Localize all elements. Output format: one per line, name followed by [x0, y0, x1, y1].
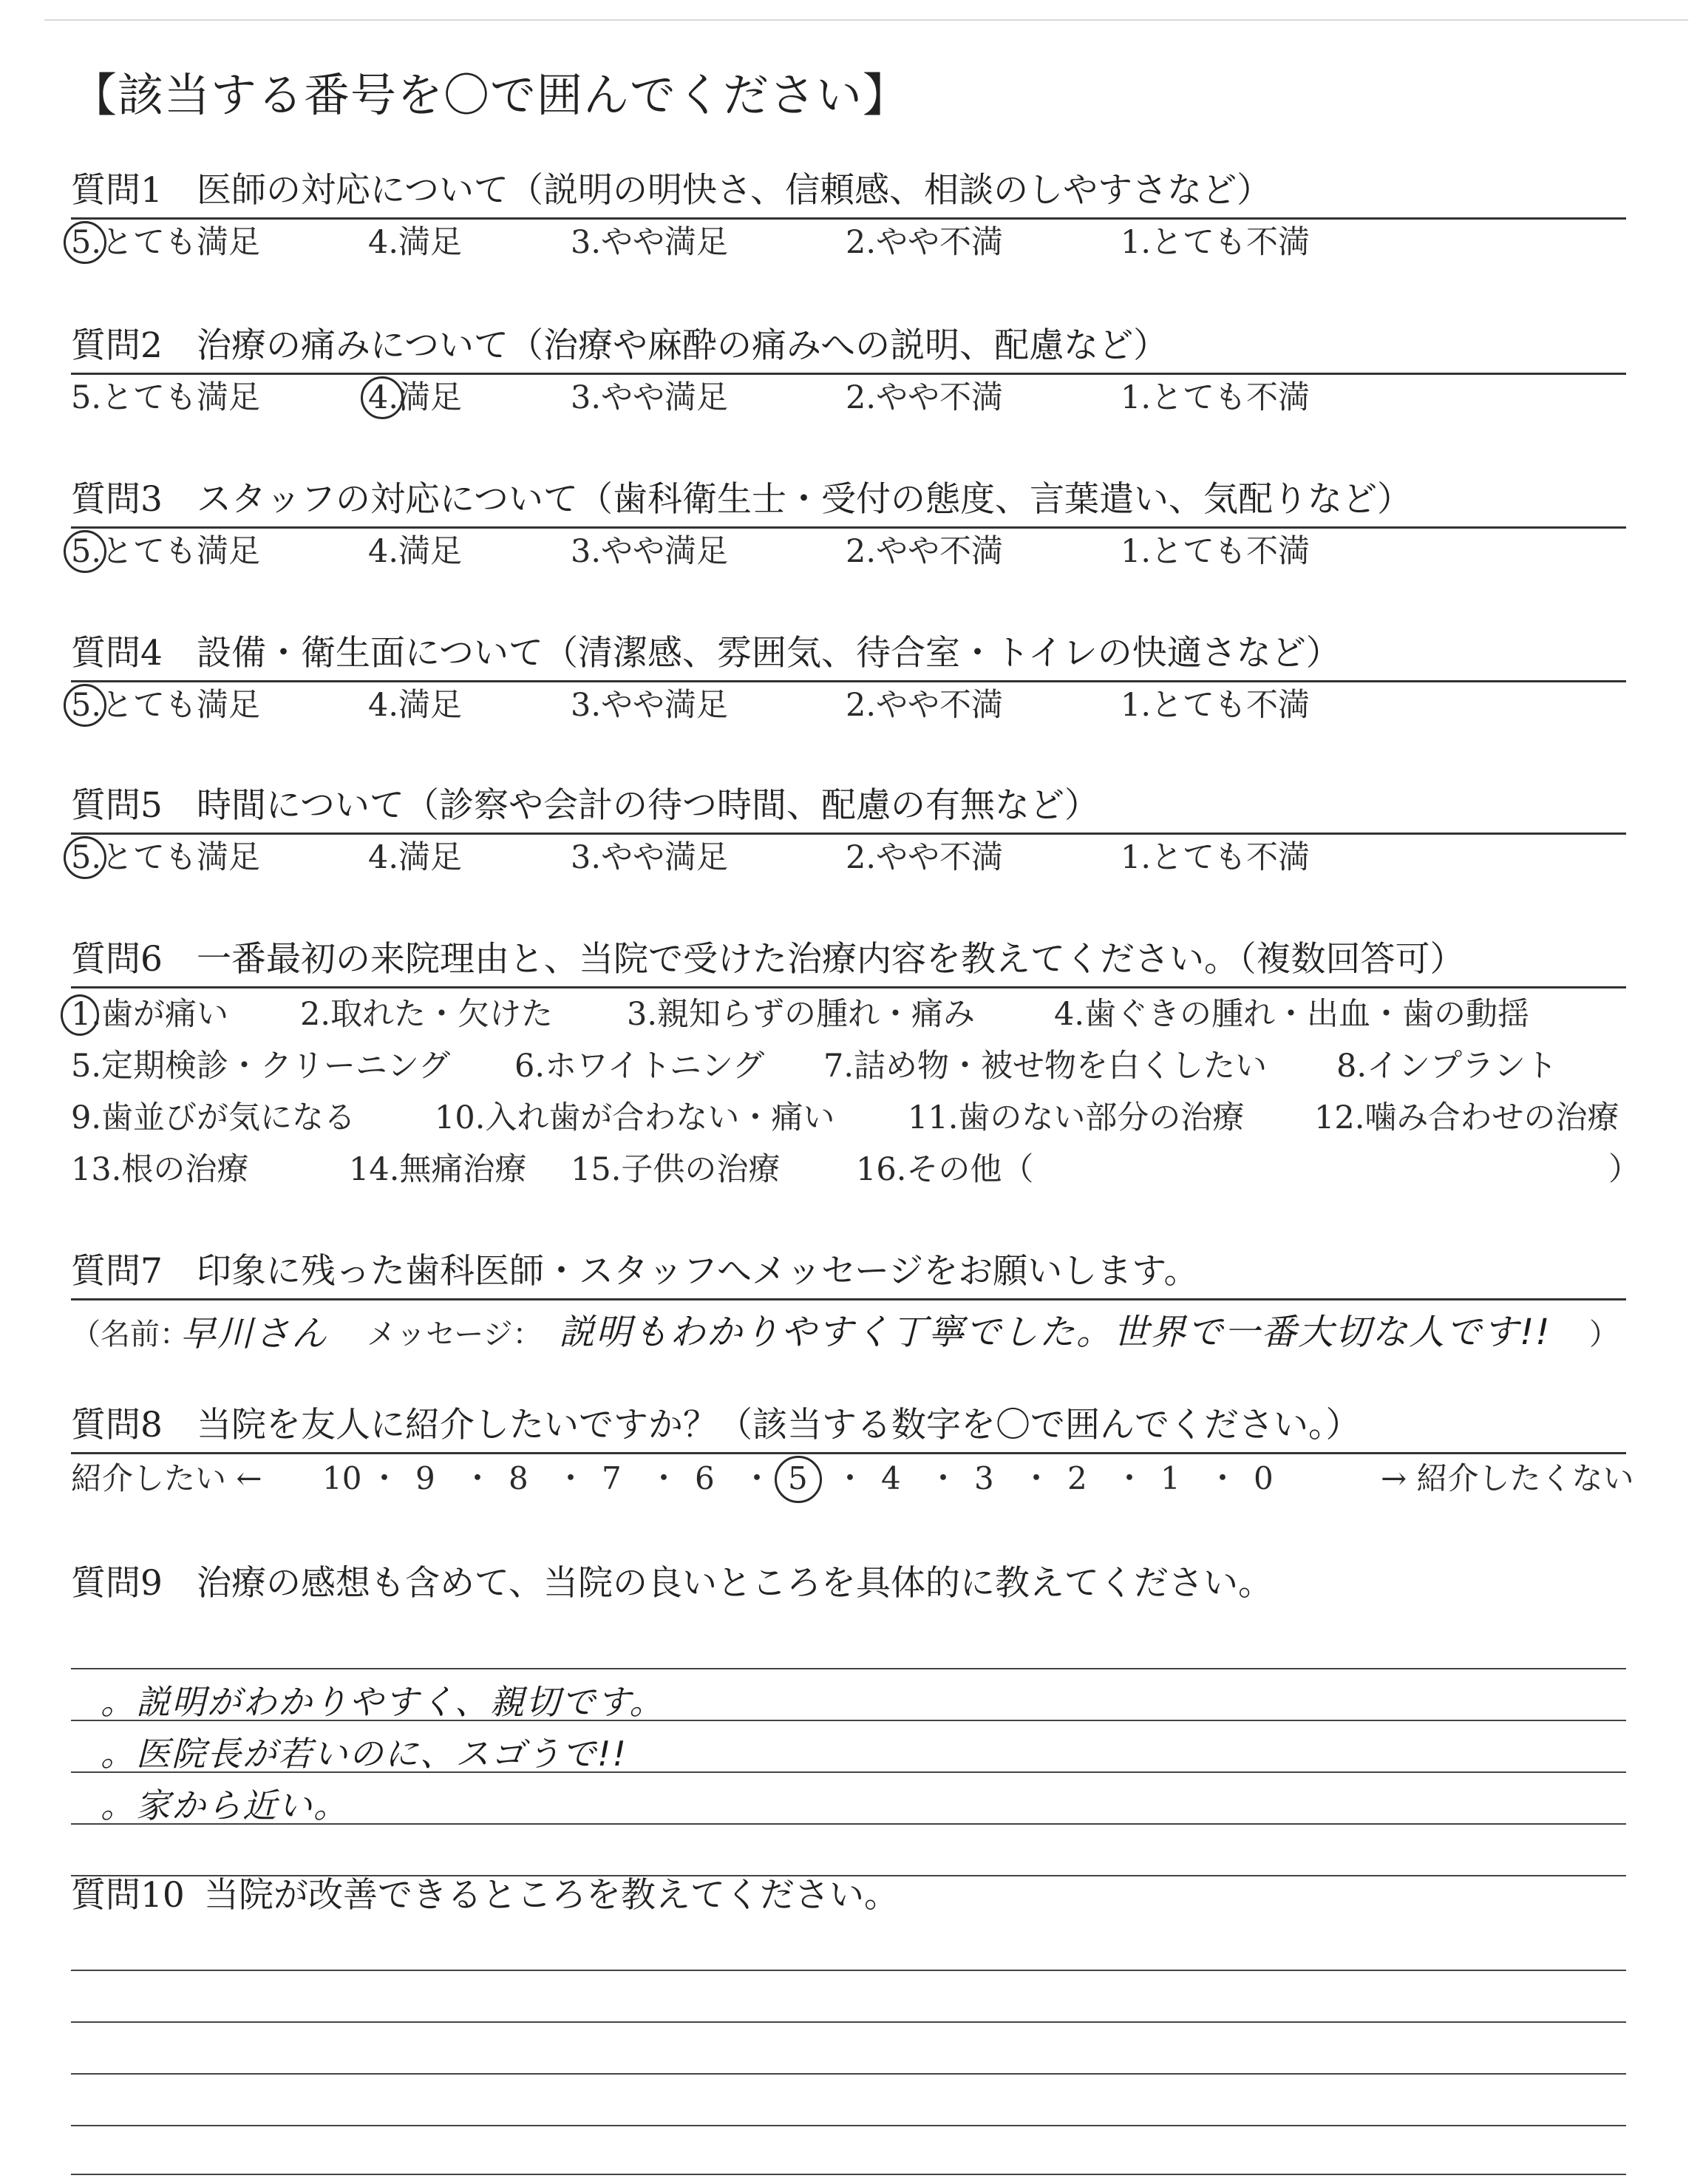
- ruled-line: [71, 1970, 1626, 1971]
- option-number: 4.: [368, 533, 399, 570]
- option-label: とても満足: [101, 687, 261, 724]
- question-text: 当院を友人に紹介したいですか？（該当する数字を〇で囲んでください。）: [197, 1405, 1361, 1445]
- option-number: 16.: [856, 1151, 907, 1188]
- selected-circle-mark: [61, 994, 99, 1036]
- question-number: 質問5: [71, 785, 163, 826]
- rating-option[interactable]: [846, 529, 1003, 574]
- option-label: 満足: [398, 687, 463, 724]
- question-heading: [71, 169, 1626, 213]
- question-text: スタッフの対応について（歯科衛生士・受付の態度、言葉遣い、気配りなど）: [197, 479, 1413, 520]
- option-number: 3.: [571, 533, 602, 570]
- question-heading: [71, 1403, 1626, 1448]
- rating-option[interactable]: [368, 682, 462, 728]
- question-8: [71, 1403, 1634, 1503]
- handwritten-answer[interactable]: 。説明がわかりやすく、親切です。: [101, 1682, 665, 1722]
- option-number: 4.: [368, 839, 399, 876]
- option-number: 1.: [1121, 839, 1152, 876]
- scale-value[interactable]: 0: [1254, 1460, 1274, 1496]
- scale-separator: ・: [1114, 1460, 1146, 1496]
- question-text: 時間について（診察や会計の待つ時間、配慮の有無など）: [197, 785, 1100, 826]
- option-label: やや満足: [601, 224, 729, 261]
- option-label: 歯ぐきの腫れ・出血・歯の動揺: [1084, 996, 1530, 1033]
- question-number: 質問2: [71, 325, 163, 366]
- question-2: [71, 324, 1626, 421]
- question-heading: [71, 1249, 1626, 1294]
- rating-option[interactable]: [846, 682, 1003, 728]
- option-number: 2.: [846, 533, 877, 570]
- handwritten-answer[interactable]: 。家から近い。: [101, 1785, 349, 1825]
- option-number: 2.: [846, 839, 877, 876]
- option-label: 満足: [398, 839, 463, 876]
- option-number: 11.: [908, 1099, 959, 1136]
- rating-option[interactable]: [571, 529, 728, 574]
- question-number: 質問8: [71, 1405, 163, 1445]
- rating-option[interactable]: [1121, 375, 1310, 421]
- rating-options: [71, 835, 1626, 881]
- scale-value[interactable]: 7: [602, 1460, 622, 1496]
- option-label: とても不満: [1151, 224, 1311, 261]
- rating-option[interactable]: [71, 220, 260, 265]
- option-number: 3.: [571, 687, 602, 724]
- scale-separator: ・: [462, 1460, 494, 1496]
- question-number: 質問1: [71, 170, 163, 211]
- option-number: 2.: [300, 996, 331, 1033]
- option-number: 12.: [1314, 1099, 1365, 1136]
- option-label: とても不満: [1151, 839, 1311, 876]
- question-text: 一番最初の来院理由と、当院で受けた治療内容を教えてください。（複数回答可）: [197, 939, 1465, 980]
- option-label: やや不満: [876, 687, 1004, 724]
- option-number: 1.: [1121, 687, 1152, 724]
- reason-option[interactable]: [823, 1040, 1267, 1092]
- option-number: 5.: [71, 220, 101, 265]
- scale-value[interactable]: 8: [509, 1460, 528, 1496]
- option-number: 1.: [1121, 224, 1152, 261]
- option-label: とても満足: [101, 224, 261, 261]
- rating-option[interactable]: [368, 835, 462, 881]
- option-number: 1.: [71, 988, 101, 1040]
- question-text: 当院が改善できるところを教えてください。: [204, 1875, 899, 1916]
- question-number: 質問6: [71, 939, 163, 980]
- option-number: 4.: [368, 375, 398, 421]
- reason-option[interactable]: [1336, 1040, 1557, 1092]
- question-number: 質問10: [71, 1875, 185, 1916]
- selected-circle-mark: [64, 530, 106, 573]
- ruled-line: [71, 2021, 1626, 2023]
- option-number: 2.: [846, 379, 877, 416]
- scale-separator: ・: [555, 1460, 587, 1496]
- selected-circle-mark: [64, 836, 106, 879]
- option-label: 噛み合わせの治療: [1364, 1099, 1619, 1136]
- option-label: その他（: [906, 1151, 1034, 1188]
- question-text: 医師の対応について（説明の明快さ、信頼感、相談のしやすさなど）: [197, 170, 1272, 211]
- ruled-line: [71, 2073, 1626, 2075]
- option-number: 13.: [71, 1151, 122, 1188]
- question-text: 治療の痛みについて（治療や麻酔の痛みへの説明、配慮など）: [197, 325, 1169, 366]
- ruled-line: [71, 2125, 1626, 2126]
- scale-value[interactable]: 10: [322, 1460, 362, 1496]
- message-row: [71, 1300, 1626, 1360]
- rating-option[interactable]: [1121, 220, 1310, 265]
- question-number: 質問9: [71, 1563, 163, 1604]
- rating-option[interactable]: [71, 835, 260, 881]
- reason-option[interactable]: [71, 988, 228, 1040]
- scale-value[interactable]: 2: [1067, 1460, 1087, 1496]
- question-10: [71, 1873, 1626, 2184]
- option-number: 1.: [1121, 379, 1152, 416]
- question-number: 質問7: [71, 1251, 163, 1292]
- rating-option[interactable]: [71, 375, 260, 421]
- option-label: とても不満: [1151, 533, 1311, 570]
- scale-value[interactable]: 1: [1160, 1460, 1180, 1496]
- selected-circle-mark: [64, 221, 106, 264]
- scale-value[interactable]: 4: [881, 1460, 901, 1496]
- message-label: メッセージ：: [367, 1317, 543, 1352]
- option-label: とても不満: [1151, 687, 1311, 724]
- reason-option[interactable]: [71, 1092, 356, 1144]
- option-number: 2.: [846, 687, 877, 724]
- page-top-border: [44, 19, 1688, 21]
- reason-option[interactable]: [71, 1144, 248, 1196]
- reason-option[interactable]: [1054, 988, 1529, 1040]
- option-label: 入れ歯が合わない・痛い: [485, 1099, 835, 1136]
- question-number: 質問4: [71, 633, 163, 674]
- option-label: とても満足: [101, 839, 261, 876]
- scale-separator: ・: [834, 1460, 866, 1496]
- option-number: 5.: [71, 682, 101, 728]
- question-7: [71, 1249, 1626, 1360]
- question-heading: [71, 324, 1626, 368]
- question-text: 設備・衛生面について（清潔感、雰囲気、待合室・トイレの快適さなど）: [197, 633, 1341, 674]
- other-close-paren: ）: [1608, 1151, 1640, 1188]
- option-number: 5.: [71, 1048, 102, 1085]
- option-label: やや満足: [601, 839, 729, 876]
- option-number: 3.: [571, 839, 602, 876]
- name-label: （名前：: [71, 1317, 189, 1352]
- option-label: やや満足: [601, 379, 729, 416]
- selected-circle-mark: [64, 684, 106, 727]
- question-number: 質問3: [71, 479, 163, 520]
- option-number: 6.: [514, 1048, 545, 1085]
- option-number: 14.: [349, 1151, 400, 1188]
- rating-option[interactable]: [1121, 682, 1310, 728]
- option-label: 親知らずの腫れ・痛み: [657, 996, 976, 1033]
- option-number: 5.: [71, 529, 101, 574]
- rating-options: [71, 682, 1626, 728]
- scale-value[interactable]: 6: [695, 1460, 715, 1496]
- option-label: 歯並びが気になる: [101, 1099, 356, 1136]
- rating-options: [71, 375, 1626, 421]
- rating-option[interactable]: [71, 529, 260, 574]
- reason-option[interactable]: [627, 988, 975, 1040]
- ruled-line: [71, 2174, 1626, 2175]
- question-1: [71, 169, 1626, 265]
- question-6: [71, 937, 1640, 1198]
- scale-value[interactable]: 3: [974, 1460, 994, 1496]
- ruled-line: [71, 1668, 1626, 1669]
- handwritten-name[interactable]: 早川さん: [180, 1313, 329, 1354]
- option-label: とても不満: [1151, 379, 1311, 416]
- recommend-scale: [71, 1454, 1634, 1503]
- page-title: 【該当する番号を〇で囲んでください】: [71, 68, 910, 122]
- option-label: とても満足: [101, 533, 261, 570]
- option-number: 1.: [1121, 533, 1152, 570]
- scale-left-label: 紹介したい ←: [71, 1460, 262, 1496]
- question-heading: [71, 784, 1626, 828]
- scale-separator: ・: [648, 1460, 680, 1496]
- question-3: [71, 478, 1626, 574]
- selected-circle-mark: [775, 1456, 822, 1503]
- question-5: [71, 784, 1626, 881]
- option-label: インプラント: [1367, 1048, 1558, 1085]
- question-9: [71, 1561, 1626, 1887]
- reason-option[interactable]: [856, 1144, 1033, 1196]
- answer-lines: [71, 1606, 1626, 1887]
- rating-option[interactable]: [71, 682, 260, 728]
- reason-option[interactable]: [300, 988, 553, 1040]
- scale-separator: ・: [741, 1460, 773, 1496]
- option-label: 歯が痛い: [101, 996, 229, 1033]
- scale-separator: ・: [369, 1460, 401, 1496]
- option-label: やや不満: [876, 224, 1004, 261]
- reason-option[interactable]: [908, 1092, 1244, 1144]
- option-number: 5.: [71, 379, 102, 416]
- rating-option[interactable]: [368, 375, 462, 421]
- rating-options: [71, 220, 1626, 265]
- option-number: 3.: [571, 224, 602, 261]
- rating-option[interactable]: [571, 835, 728, 881]
- rating-options: [71, 529, 1626, 574]
- question-heading: [71, 478, 1626, 522]
- scale-value[interactable]: 5: [788, 1454, 808, 1503]
- rating-option[interactable]: [1121, 529, 1310, 574]
- rating-option[interactable]: [846, 835, 1003, 881]
- reason-option[interactable]: [349, 1144, 526, 1196]
- scale-separator: ・: [1021, 1460, 1053, 1496]
- option-label: やや満足: [601, 687, 729, 724]
- option-label: 定期検診・クリーニング: [101, 1048, 451, 1085]
- scale-right-label: → 紹介したくない: [1381, 1460, 1634, 1496]
- option-label: やや不満: [876, 533, 1004, 570]
- option-label: 根の治療: [121, 1151, 249, 1188]
- question-heading: [71, 937, 1626, 982]
- option-label: 歯のない部分の治療: [958, 1099, 1245, 1136]
- option-label: 無痛治療: [399, 1151, 527, 1188]
- rating-option[interactable]: [368, 220, 462, 265]
- rating-option[interactable]: [571, 220, 728, 265]
- question-heading: [71, 1873, 1626, 1918]
- scale-value[interactable]: 9: [415, 1460, 435, 1496]
- option-label: ホワイトニング: [545, 1048, 765, 1085]
- question-text: 印象に残った歯科医師・スタッフへメッセージをお願いします。: [197, 1251, 1199, 1292]
- option-number: 9.: [71, 1099, 102, 1136]
- option-label: やや満足: [601, 533, 729, 570]
- option-grid: [71, 988, 1640, 1198]
- option-label: やや不満: [876, 839, 1004, 876]
- option-label: 満足: [398, 533, 463, 570]
- question-heading: [71, 1561, 1626, 1606]
- reason-option[interactable]: [571, 1144, 780, 1196]
- option-number: 10.: [435, 1099, 486, 1136]
- option-label: 子供の治療: [621, 1151, 781, 1188]
- option-number: 8.: [1336, 1048, 1367, 1085]
- option-number: 2.: [846, 224, 877, 261]
- selected-circle-mark: [361, 376, 404, 419]
- option-number: 7.: [823, 1048, 854, 1085]
- option-number: 3.: [627, 996, 658, 1033]
- scale-separator: ・: [928, 1460, 959, 1496]
- option-number: 4.: [368, 687, 399, 724]
- question-4: [71, 631, 1626, 728]
- option-label: 満足: [398, 224, 463, 261]
- handwritten-answer[interactable]: 。医院長が若いのに、スゴうで!!: [101, 1734, 628, 1774]
- rating-option[interactable]: [846, 375, 1003, 421]
- reason-option[interactable]: [514, 1040, 764, 1092]
- option-label: とても満足: [101, 379, 261, 416]
- rating-option[interactable]: [368, 529, 462, 574]
- option-label: 取れた・欠けた: [330, 996, 554, 1033]
- option-number: 15.: [571, 1151, 622, 1188]
- handwritten-message[interactable]: 説明もわかりやすく丁寧でした。世界で一番大切な人です!!: [559, 1312, 1551, 1353]
- option-number: 4.: [368, 224, 399, 261]
- scale-separator: ・: [1207, 1460, 1239, 1496]
- option-number: 4.: [1054, 996, 1085, 1033]
- option-label: 満足: [398, 379, 463, 416]
- question-heading: [71, 631, 1626, 676]
- reason-option[interactable]: [435, 1092, 834, 1144]
- rating-option[interactable]: [1121, 835, 1310, 881]
- rating-option[interactable]: [571, 682, 728, 728]
- reason-option[interactable]: [71, 1040, 450, 1092]
- option-label: やや不満: [876, 379, 1004, 416]
- rating-option[interactable]: [571, 375, 728, 421]
- reason-option[interactable]: [1314, 1092, 1619, 1144]
- rating-option[interactable]: [846, 220, 1003, 265]
- option-number: 5.: [71, 835, 101, 881]
- option-label: 詰め物・被せ物を白くしたい: [854, 1048, 1268, 1085]
- option-number: 3.: [571, 379, 602, 416]
- question-text: 治療の感想も含めて、当院の良いところを具体的に教えてください。: [197, 1563, 1274, 1604]
- closing-paren: ）: [1589, 1317, 1619, 1352]
- answer-lines: [71, 1918, 1626, 2184]
